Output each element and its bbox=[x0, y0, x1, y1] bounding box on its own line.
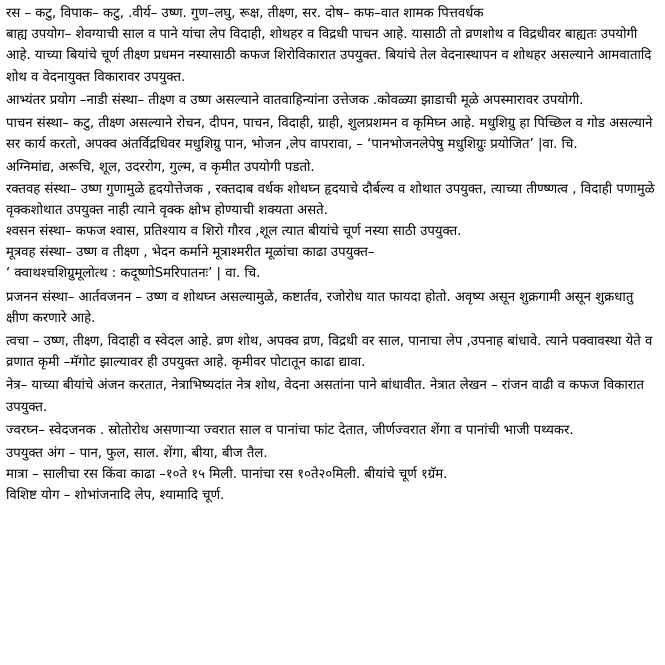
paragraph-rasa-properties: रस – कटु, विपाक– कटु, .वीर्य– उष्ण. गुण–लघु, रूक्ष, तीक्ष्ण, सर. दोष– कफ–वात शामक पित्तवर्धक bbox=[6, 6, 484, 21]
paragraph-digestive-system: पाचन संस्था– कटु, तीक्ष्ण असल्याने रोचन, दीपन, पाचन, विदाही, ग्राही, शुलप्रशमन व कृमिघ्न आहे. मधुशिग्रु हा पिच्छिल व गोड असल्याने सर कार्य करतो, अपक्व अंतर्विद्रधिवर मधुशिग्रु पान, भोजन ,लेप वापरावा, – ‘पानभोजनलेपेषु मधुशिग्रुः प्रयोजित’ |वा. चि. bbox=[6, 116, 653, 153]
paragraph-respiratory-system: श्वसन संस्था– कफज श्वास, प्रतिश्याय व शिरो गौरव ,शूल त्यात बीयांचे चूर्ण नस्या साठी उपयुक्त. bbox=[6, 224, 462, 240]
paragraph-external-use: बाह्य उपयोग– शेवग्याची साल व पाने यांचा लेप विदाही, शोथहर व विद्रधी पाचन आहे. यासाठी तो व्रणशोथ व विद्रधीवर बाह्यतः उपयोगी आहे. याच्या बियांचे चूर्ण तीक्ष्ण प्रधमन नस्यासाठी कफज शिरोविकारात उपयुक्त. बियांचे तेल वेदनास्थापन व शोथहर असल्याने आमवातादि शोथ व वेदनायुक्त विकारावर उपयुक्त. bbox=[6, 27, 652, 85]
paragraph-dosage: मात्रा – सालीचा रस किंवा काढा –१०ते १५ मिली. पानांचा रस १०ते२०मिली. बीयांचे चूर्ण १ग्रॅम. bbox=[6, 467, 448, 483]
paragraph-eyes: नेत्र– याच्या बीयांचे अंजन करतात, नेत्राभिष्यदांत नेत्र शोथ, वेदना असतांना पाने बांधावीत. नेत्रात लेखन – रांजन वाढी व कफज विकारात उपयुक्त. bbox=[6, 378, 645, 415]
paragraph-circulatory-system: रक्तवह संस्था– उष्ण गुणामुळे हृदयोत्तेजक , रक्तदाब वर्धक शोथघ्न हृदयाचे दौर्बल्य व शोथात उपयुक्त, त्याच्या तीण्ष्णत्व , विदाही पणामुळे वृक्कशोथात उपयुक्त नाही त्याने वृक्क क्षोभ होण्याची शक्यता असते. bbox=[6, 181, 655, 218]
paragraph-useful-parts: उपयुक्त अंग – पान, फुल, साल. शेंगा, बीया, बीज तैल. bbox=[6, 446, 268, 462]
paragraph-reproductive-system: प्रजनन संस्था– आर्तवजनन – उष्ण व शोथघ्न असल्यामुळे, कष्टार्तव, रजोरोध यात फायदा होतो. अवृष्य असून शुक्रगामी असून शुक्रधातु क्षीण करणारे आहे. bbox=[6, 289, 634, 326]
paragraph-fever: ज्वरघ्न– स्वेदजनक . स्रोतोरोध असणाऱ्या ज्वरात साल व पानांचा फांट देतात, जीर्णज्वरात शेंगा व पानांची भाजी पथ्यकर. bbox=[6, 422, 574, 438]
paragraph-urinary-quote: ‘ क्वाथश्चशिग्रुमूलोत्थ : कदूष्णोSमरिपातनः’ | वा. चि. bbox=[6, 266, 261, 282]
paragraph-digestive-disorders: अग्निमांद्य, अरूचि, शूल, उदररोग, गुल्म, व कृमीत उपयोगी पडतो. bbox=[6, 160, 315, 176]
paragraph-urinary-system: मूत्रवह संस्था– उष्ण व तीक्ष्ण , भेदन कर्माने मूत्राश्मरीत मूळांचा काढा उपयुक्त– bbox=[6, 245, 375, 261]
paragraph-skin: त्वचा – उष्ण, तीक्ष्ण, विदाही व स्वेदल आहे. व्रण शोथ, अपक्व व्रण, विद्रधी वर साल, पानाचा लेप ,उपनाह बांधावे. त्याने पक्वावस्था येते व व्रणात कृमी –मॅगोट झाल्यावर ही उपयुक्त आहे. कृमीवर पोटातून काढा द्यावा. bbox=[6, 334, 653, 371]
paragraph-internal-use-nervous-system: आभ्यंतर प्रयोग –नाडी संस्था– तीक्ष्ण व उष्ण असल्याने वातवाहिन्यांना उत्तेजक .कोवळ्या झाडाची मूळे अपस्मारावर उपयोगी. bbox=[6, 92, 584, 108]
paragraph-special-formulations: विशिष्ट योग – शोभांजनादि लेप, श्यामादि चूर्ण. bbox=[6, 488, 225, 504]
